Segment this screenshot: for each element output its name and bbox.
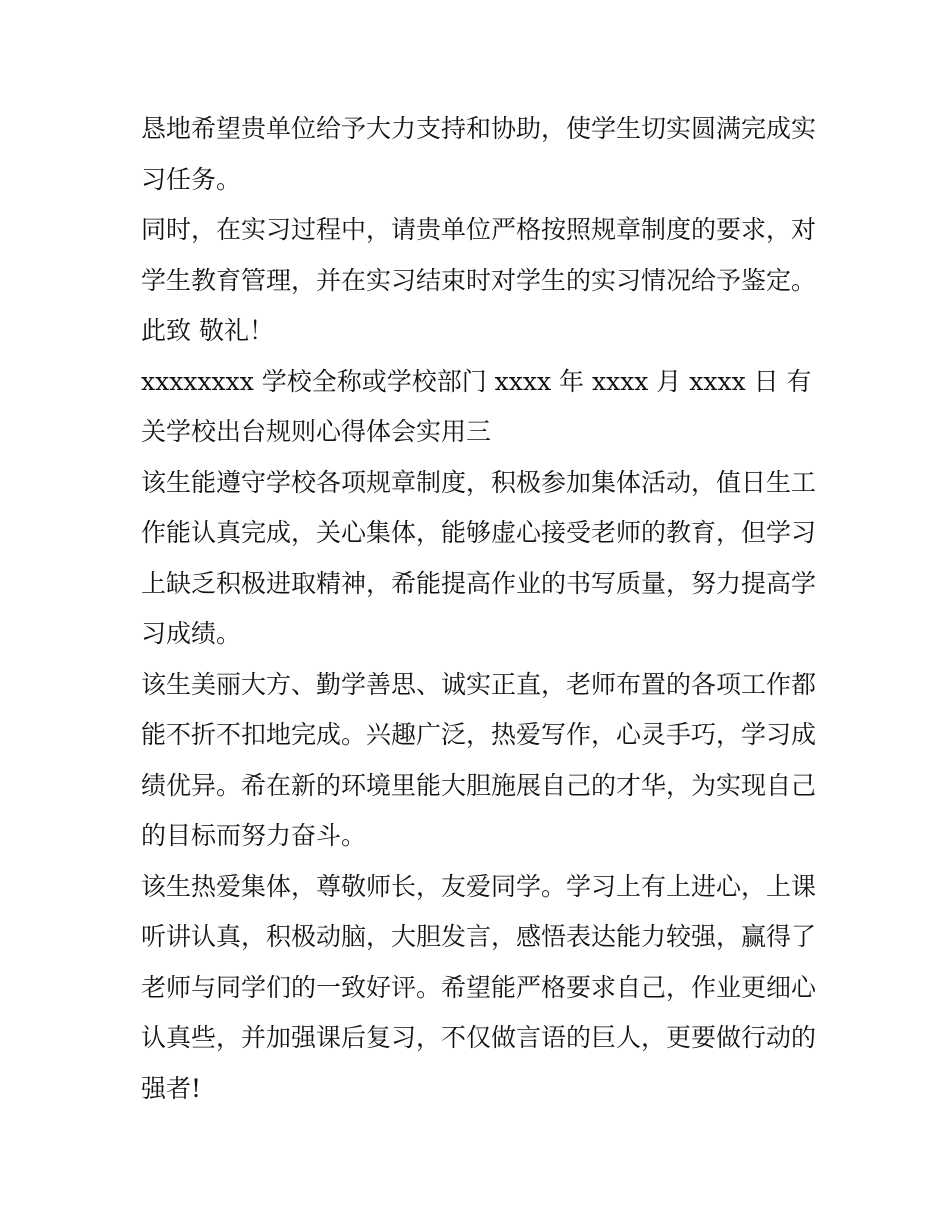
paragraph-salutation: 此致 敬礼！	[141, 316, 274, 345]
paragraph-management-request: 同时，在实习过程中，请贵单位严格按照规章制度的要求，对学生教育管理，并在实习结束时对学生的实习情况给予鉴定。	[141, 215, 817, 295]
paragraph-comment-2: 该生美丽大方、勤学善思、诚实正直，老师布置的各项工作都能不折不扣地完成。兴趣广泛，热爱写作，心灵手巧，学习成绩优异。希在新的环境里能大胆施展自己的才华，为实现自己的目标而努力奋斗。	[141, 669, 817, 850]
paragraph-comment-1: 该生能遵守学校各项规章制度，积极参加集体活动，值日生工作能认真完成，关心集体，能够虚心接受老师的教育，但学习上缺乏积极进取精神，希能提高作业的书写质量，努力提高学习成绩。	[141, 467, 817, 648]
paragraph-support-request: 恳地希望贵单位给予大力支持和协助，使学生切实圆满完成实习任务。	[141, 114, 817, 194]
paragraph-comment-3: 该生热爱集体，尊敬师长，友爱同学。学习上有上进心，上课听讲认真，积极动脑，大胆发言，感悟表达能力较强，赢得了老师与同学们的一致好评。希望能严格要求自己，作业更细心认真些，并加强课后复习，不仅做言语的巨人，更要做行动的强者!	[141, 871, 817, 1103]
document-body	[141, 104, 821, 1114]
paragraph-signature-heading: xxxxxxxx 学校全称或学校部门 xxxx 年 xxxx 月 xxxx 日 有关学校出台规则心得体会实用三	[141, 366, 812, 446]
